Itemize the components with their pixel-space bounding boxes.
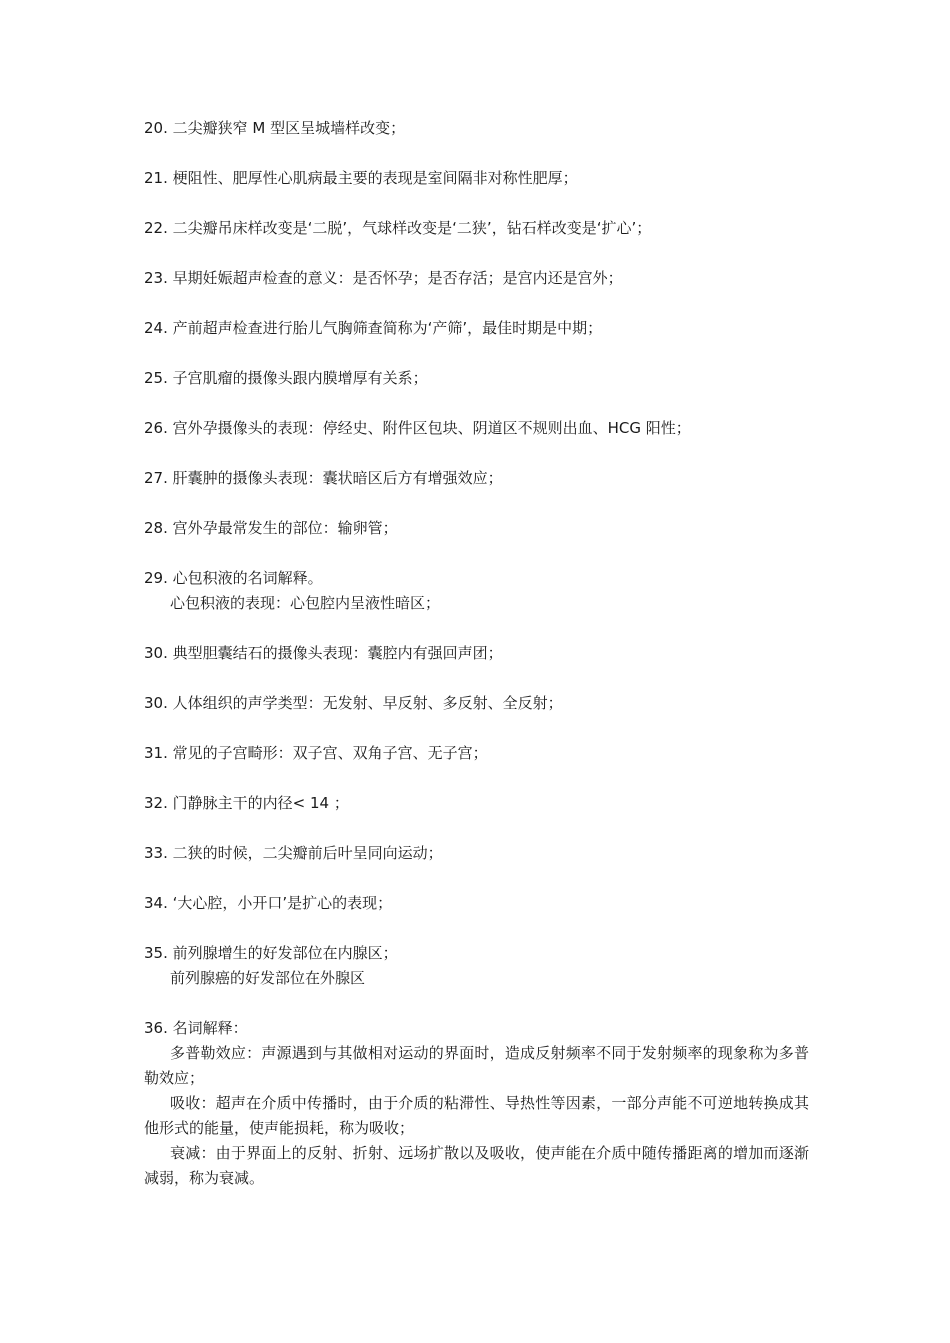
- list-item-26: [144, 416, 809, 441]
- item-text: 26. 宫外孕摄像头的表现：停经史、附件区包块、阴道区不规则出血、HCG 阳性；: [144, 419, 691, 437]
- list-item-20: [144, 116, 809, 141]
- list-item-24: [144, 316, 809, 341]
- list-item-35: [144, 941, 809, 991]
- item-text: 25. 子宫肌瘤的摄像头跟内膜增厚有关系；: [144, 369, 428, 387]
- item-text: 31. 常见的子宫畸形：双子宫、双角子宫、无子宫；: [144, 744, 488, 762]
- item-text: 30. 人体组织的声学类型：无发射、早反射、多反射、全反射；: [144, 694, 563, 712]
- list-item-29: [144, 566, 809, 616]
- list-item-25: [144, 366, 809, 391]
- item-text: 33. 二狭的时候，二尖瓣前后叶呈同向运动；: [144, 844, 443, 862]
- item-subtext: 前列腺癌的好发部位在外腺区: [170, 969, 366, 987]
- item-text: 23. 早期妊娠超声检查的意义：是否怀孕；是否存活；是宫内还是宫外；: [144, 269, 623, 287]
- list-item-21: [144, 166, 809, 191]
- item-text: 29. 心包积液的名词解释。: [144, 569, 323, 587]
- list-item-22: [144, 216, 809, 241]
- list-item-27: [144, 466, 809, 491]
- list-item-28: [144, 516, 809, 541]
- item-text: 35. 前列腺增生的好发部位在内腺区；: [144, 944, 398, 962]
- list-item-31: [144, 741, 809, 766]
- item-text: 24. 产前超声检查进行胎儿气胸筛查简称为‘产筛’，最佳时期是中期；: [144, 319, 603, 337]
- list-item-30b: [144, 691, 809, 716]
- item-text: 34. ‘大心腔，小开口’是扩心的表现；: [144, 894, 393, 912]
- list-item-30a: [144, 641, 809, 666]
- definition-absorption: 吸收：超声在介质中传播时，由于介质的粘滞性、导热性等因素，一部分声能不可逆地转换成其他形式的能量，使声能损耗，称为吸收；: [144, 1094, 809, 1137]
- item-text: 27. 肝囊肿的摄像头表现：囊状暗区后方有增强效应；: [144, 469, 503, 487]
- definition-attenuation: 衰减：由于界面上的反射、折射、远场扩散以及吸收，使声能在介质中随传播距离的增加而逐渐减弱，称为衰减。: [144, 1144, 809, 1187]
- item-text: 28. 宫外孕最常发生的部位：输卵管；: [144, 519, 398, 537]
- definition-doppler: 多普勒效应：声源遇到与其做相对运动的界面时，造成反射频率不同于发射频率的现象称为多普勒效应；: [144, 1044, 809, 1087]
- item-text: 30. 典型胆囊结石的摄像头表现：囊腔内有强回声团；: [144, 644, 503, 662]
- definitions-heading: 36. 名词解释：: [144, 1019, 248, 1037]
- item-text: 32. 门静脉主干的内径< 14 ；: [144, 794, 349, 812]
- list-item-34: [144, 891, 809, 916]
- list-item-23: [144, 266, 809, 291]
- item-text: 20. 二尖瓣狭窄 M 型区呈城墙样改变；: [144, 119, 406, 137]
- item-subtext: 心包积液的表现：心包腔内呈液性暗区；: [170, 594, 441, 612]
- list-item-32: [144, 791, 809, 816]
- item-text: 21. 梗阻性、肥厚性心肌病最主要的表现是室间隔非对称性肥厚；: [144, 169, 578, 187]
- definitions-section: [144, 1016, 809, 1191]
- document-content: [144, 116, 809, 1216]
- item-text: 22. 二尖瓣吊床样改变是‘二脱’，气球样改变是‘二狭’，钻石样改变是‘扩心’；: [144, 219, 652, 237]
- list-item-33: [144, 841, 809, 866]
